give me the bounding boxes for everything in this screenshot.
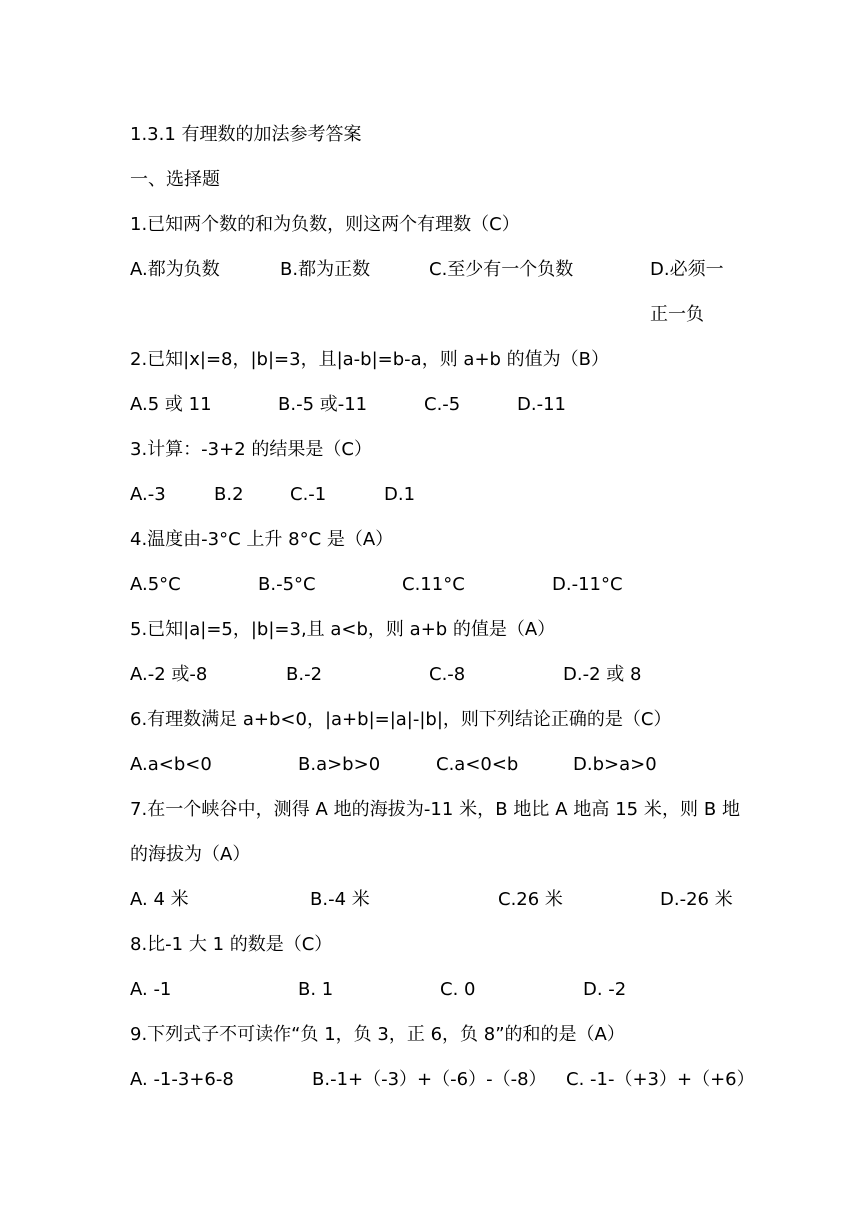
- option-a: A.a<b<0: [130, 754, 212, 775]
- option-b: B.-1+（-3）+（-6）-（-8）: [312, 1069, 547, 1090]
- option-d: D.1: [384, 484, 416, 505]
- option-a: A.-3: [130, 484, 166, 505]
- option-d: D.-2 或 8: [563, 664, 642, 685]
- question-stem: 5.已知|a|=5，|b|=3,且 a<b，则 a+b 的值是（A）: [130, 619, 556, 640]
- question-options: [130, 967, 740, 1012]
- question-stem: 1.已知两个数的和为负数，则这两个有理数（C）: [130, 214, 520, 235]
- option-a: A.5 或 11: [130, 394, 212, 415]
- option-a: A. -1-3+6-8: [130, 1069, 234, 1090]
- question-options: [130, 382, 740, 427]
- option-c: C.11°C: [402, 574, 465, 595]
- option-a: A.都为负数: [130, 259, 220, 280]
- question-stem: 3.计算：-3+2 的结果是（C）: [130, 439, 372, 460]
- option-b: B.-4 米: [310, 889, 370, 910]
- option-c: C. -1-（+3）+（+6）: [566, 1069, 755, 1090]
- option-d: D.b>a>0: [573, 754, 657, 775]
- question-options: [130, 472, 740, 517]
- option-a: A. 4 米: [130, 889, 189, 910]
- question-stem: 2.已知|x|=8，|b|=3，且|a-b|=b-a，则 a+b 的值为（B）: [130, 349, 610, 370]
- option-a: A.-2 或-8: [130, 664, 208, 685]
- section-heading: 一、选择题: [130, 169, 220, 190]
- option-b: B.-5 或-11: [278, 394, 368, 415]
- option-d: D.必须一正一负: [650, 259, 724, 325]
- question-stem: 9.下列式子不可读作“负 1，负 3，正 6，负 8”的和的是（A）: [130, 1024, 625, 1045]
- question-options: [130, 1057, 755, 1102]
- option-b: B.都为正数: [280, 259, 371, 280]
- option-c: C.-8: [429, 664, 466, 685]
- question-stem: 4.温度由-3°C 上升 8°C 是（A）: [130, 529, 394, 550]
- option-d: D.-11°C: [552, 574, 623, 595]
- option-a: A. -1: [130, 979, 172, 1000]
- question-stem: 6.有理数满足 a+b<0，|a+b|=|a|-|b|，则下列结论正确的是（C）: [130, 709, 672, 730]
- question-options: [130, 562, 740, 607]
- option-c: C.-1: [290, 484, 327, 505]
- option-b: B.-5°C: [258, 574, 316, 595]
- option-b: B. 1: [298, 979, 334, 1000]
- question-stem: 7.在一个峡谷中，测得 A 地的海拔为-11 米，B 地比 A 地高 15 米，则 B 地的海拔为（A）: [130, 799, 740, 865]
- option-c: C.至少有一个负数: [429, 259, 574, 280]
- option-b: B.2: [214, 484, 244, 505]
- option-d: D.-26 米: [660, 889, 733, 910]
- question-options: [130, 247, 740, 292]
- question-options: [130, 652, 740, 697]
- document-page: [130, 112, 755, 1102]
- question-options: [130, 877, 740, 922]
- document-title: 1.3.1 有理数的加法参考答案: [130, 124, 362, 145]
- option-b: B.a>b>0: [298, 754, 381, 775]
- option-c: C.26 米: [498, 889, 563, 910]
- option-b: B.-2: [286, 664, 323, 685]
- question-options: [130, 742, 740, 787]
- option-d: D. -2: [583, 979, 627, 1000]
- option-d: D.-11: [517, 394, 566, 415]
- option-a: A.5°C: [130, 574, 181, 595]
- question-stem: 8.比-1 大 1 的数是（C）: [130, 934, 333, 955]
- option-c: C. 0: [440, 979, 476, 1000]
- option-c: C.-5: [424, 394, 461, 415]
- option-c: C.a<0<b: [436, 754, 519, 775]
